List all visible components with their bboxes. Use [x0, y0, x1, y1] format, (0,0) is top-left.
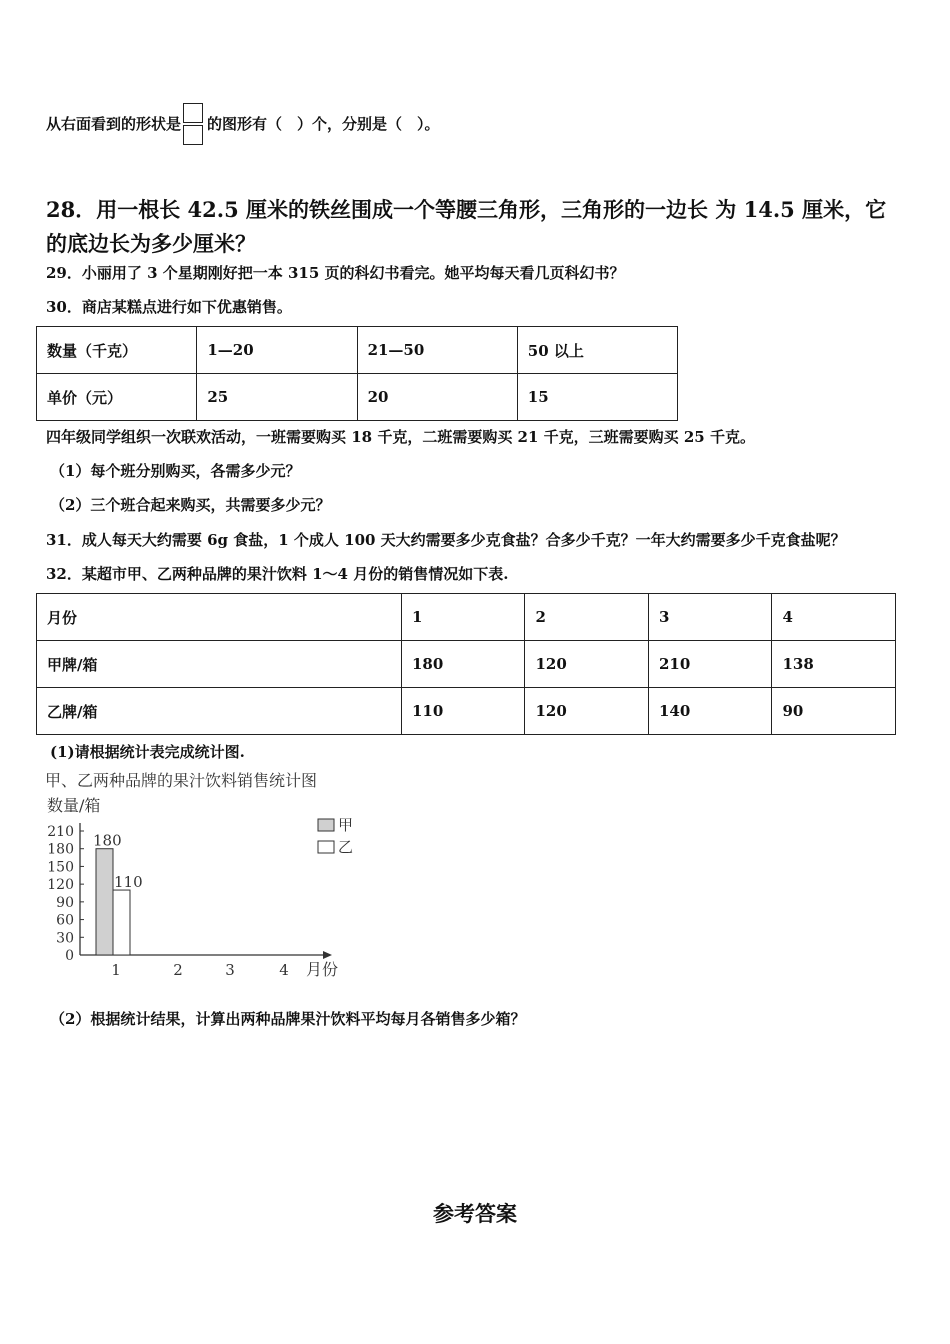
question-30-sub1: （1）每个班分别购买，各需多少元？: [50, 462, 301, 480]
sales-table-cell: 90: [772, 688, 896, 735]
question-32-sub1: (1)请根据统计表完成统计图.: [50, 743, 245, 761]
sales-table-cell: 甲牌/箱: [37, 641, 402, 688]
y-tick-label: 180: [47, 841, 74, 858]
sales-table-cell: 3: [648, 594, 772, 641]
chart-title: 甲、乙两种品牌的果汁饮料销售统计图: [45, 771, 318, 790]
legend-label-yi: 乙: [338, 838, 354, 856]
y-tick-label: 150: [47, 859, 74, 876]
sales-table: [36, 593, 896, 735]
bar-data-label: 180: [93, 831, 122, 850]
sales-table-cell: 210: [648, 641, 772, 688]
sales-table-cell: 乙牌/箱: [37, 688, 402, 735]
chart-xlabel: 月份: [306, 960, 339, 979]
price-table-cell: 数量（千克）: [37, 327, 197, 374]
price-table-cell: 单价（元）: [37, 374, 197, 421]
y-tick-label: 0: [65, 948, 74, 964]
question-30: 30．商店某糕点进行如下优惠销售。: [46, 298, 292, 316]
sales-table-cell: 140: [648, 688, 772, 735]
legend-swatch-yi: [318, 841, 334, 853]
sales-table-cell: 2: [525, 594, 649, 641]
x-tick-label: 1: [111, 961, 121, 979]
q27-suffix: 的图形有（ ）个，分别是（ ）。: [207, 115, 440, 133]
sales-bar-chart: [40, 768, 380, 983]
sales-table-cell: 4: [772, 594, 896, 641]
question-29: 29．小丽用了 3 个星期刚好把一本 315 页的科幻书看完。她平均每天看几页科幻书？: [46, 264, 625, 282]
legend-swatch-jia: [318, 819, 334, 831]
price-table-cell: 21—50: [357, 327, 517, 374]
x-tick-label: 3: [225, 961, 235, 979]
y-tick-label: 210: [47, 824, 74, 840]
q27-line: [46, 103, 440, 147]
price-table-cell: 20: [357, 374, 517, 421]
bar-jia-month-1: [96, 849, 113, 955]
price-table: [36, 326, 678, 421]
sales-table-cell: 120: [525, 688, 649, 735]
question-28: 28．用一根长 42.5 厘米的铁丝围成一个等腰三角形，三角形的一边长 为 14.5 厘米，它的底边长为多少厘米？: [46, 197, 887, 256]
sales-table-cell: 120: [525, 641, 649, 688]
bar-data-label: 110: [114, 873, 143, 892]
question-30-sub2: （2）三个班合起来购买，共需要多少元？: [50, 496, 331, 514]
answer-heading: 参考答案: [433, 1201, 517, 1226]
question-31: 31．成人每天大约需要 6g 食盐，1 个成人 100 天大约需要多少克食盐？合多少千克？一年大约需要多少千克食盐呢？: [46, 531, 846, 549]
price-table-cell: 1—20: [197, 327, 357, 374]
sales-table-cell: 180: [401, 641, 525, 688]
y-tick-label: 30: [56, 930, 74, 947]
x-axis-arrow-icon: [323, 951, 332, 959]
question-32: 32．某超市甲、乙两种品牌的果汁饮料 1～4 月份的销售情况如下表.: [46, 565, 509, 583]
x-tick-label: 2: [173, 961, 183, 979]
question-30-note: 四年级同学组织一次联欢活动，一班需要购买 18 千克，二班需要购买 21 千克，三班需要购买 25 千克。: [46, 428, 755, 446]
price-table-cell: 15: [517, 374, 677, 421]
y-tick-label: 60: [56, 912, 74, 929]
bar-yi-month-1: [113, 890, 130, 955]
view-shape-icon: [183, 103, 205, 147]
question-32-sub2: （2）根据统计结果，计算出两种品牌果汁饮料平均每月各销售多少箱？: [50, 1010, 526, 1028]
legend-label-jia: 甲: [338, 816, 354, 834]
y-tick-label: 90: [56, 894, 74, 911]
sales-table-cell: 138: [772, 641, 896, 688]
price-table-cell: 50 以上: [517, 327, 677, 374]
x-tick-label: 4: [279, 961, 289, 979]
sales-table-cell: 1: [401, 594, 525, 641]
q27-prefix: 从右面看到的形状是: [46, 115, 182, 133]
sales-table-cell: 110: [401, 688, 525, 735]
sales-table-cell: 月份: [37, 594, 402, 641]
y-tick-label: 120: [47, 877, 74, 894]
chart-ylabel: 数量/箱: [47, 796, 101, 815]
price-table-cell: 25: [197, 374, 357, 421]
